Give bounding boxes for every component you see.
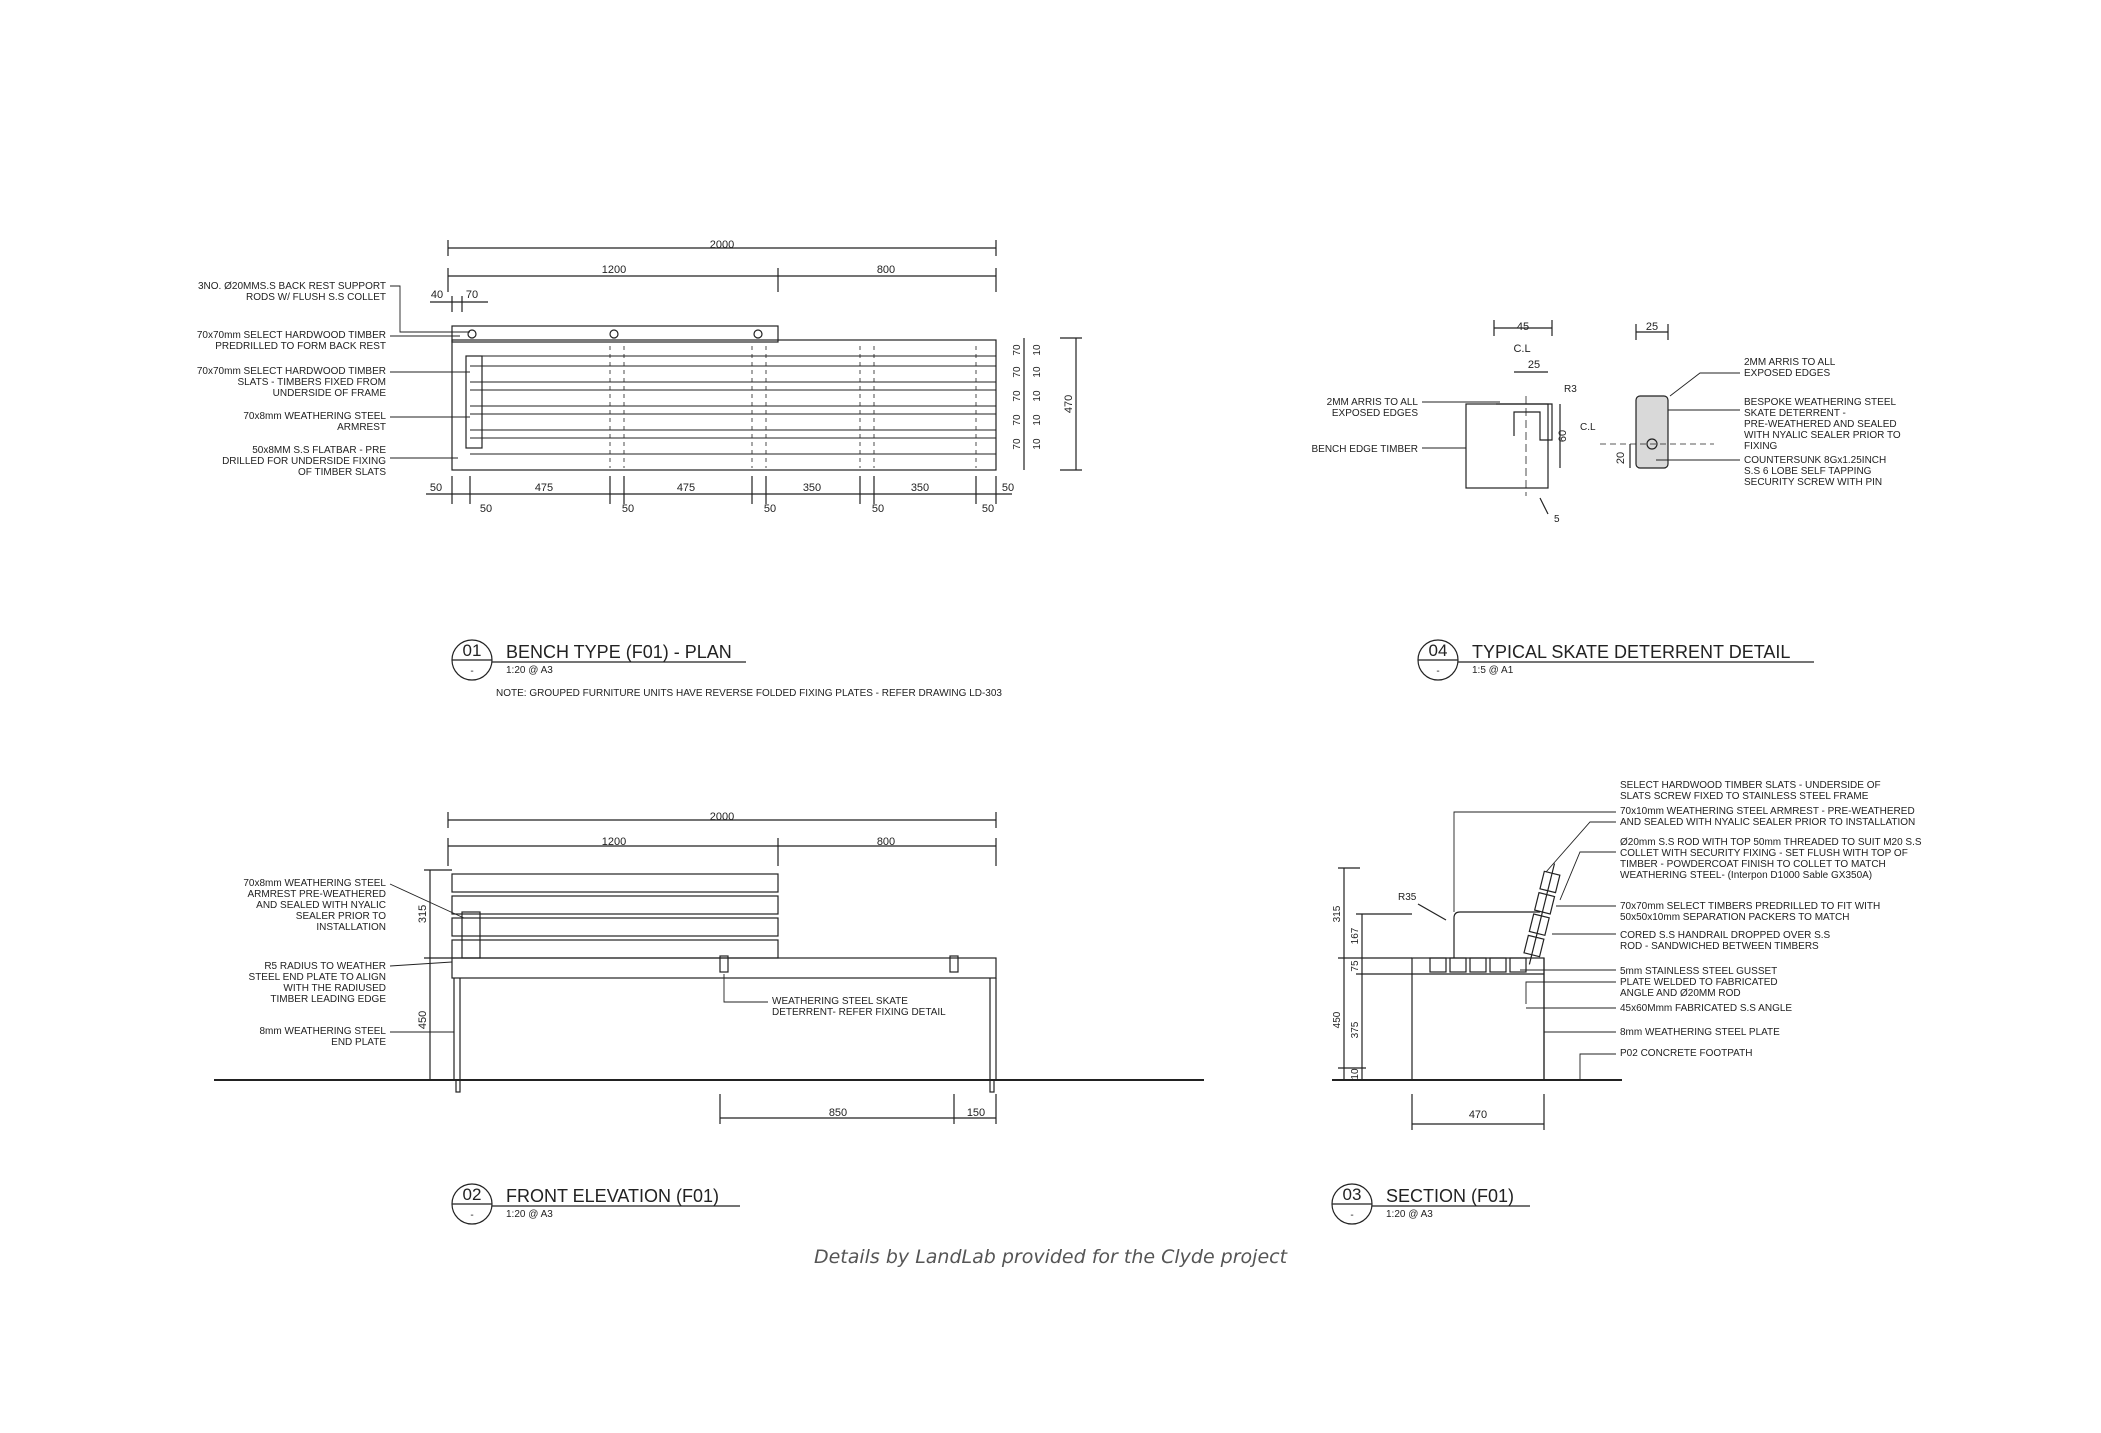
section-dim-470: 470 [1468,1109,1488,1121]
svg-text:TIMBER LEADING EDGE: TIMBER LEADING EDGE [270,994,386,1005]
svg-text:8mm WEATHERING STEEL PLATE: 8mm WEATHERING STEEL PLATE [1620,1027,1780,1038]
svg-text:10: 10 [1032,344,1043,356]
skate-dim-25a: 25 [1527,359,1541,371]
svg-text:AND SEALED WITH NYALIC SEALER: AND SEALED WITH NYALIC SEALER PRIOR TO INSTALLATION [1620,817,1916,828]
svg-text:AND SEALED WITH NYALIC: AND SEALED WITH NYALIC [256,900,386,911]
plan-rod-3 [754,330,762,338]
svg-text:10: 10 [1032,390,1043,402]
plan-number-sub: - [470,666,474,677]
skate-number: 04 [1428,641,1448,660]
section-view [1332,780,1922,1224]
svg-text:50: 50 [763,503,777,515]
plan-slats [470,356,996,454]
svg-text:STEEL END PLATE TO ALIGN: STEEL END PLATE TO ALIGN [248,972,386,983]
plan-title: BENCH TYPE (F01) - PLAN [506,642,732,662]
svg-text:PLATE WELDED TO FABRICATED: PLATE WELDED TO FABRICATED [1620,977,1778,988]
skate-labels [1312,357,1901,488]
svg-text:WEATHERING STEEL SKATE: WEATHERING STEEL SKATE [772,996,908,1007]
section-left-dims [1332,905,1361,1079]
svg-text:75: 75 [1350,960,1361,972]
svg-text:50: 50 [621,503,635,515]
svg-text:EXPOSED EDGES: EXPOSED EDGES [1744,368,1831,379]
svg-text:CORED S.S HANDRAIL DROPPED OVE: CORED S.S HANDRAIL DROPPED OVER S.S [1620,930,1831,941]
svg-text:2MM ARRIS TO ALL: 2MM ARRIS TO ALL [1744,357,1836,368]
plan-labels [197,281,387,478]
svg-text:INSTALLATION: INSTALLATION [316,922,386,933]
skate-dim-5: 5 [1554,514,1560,525]
skate-leaders [1422,373,1740,460]
svg-text:70x70mm SELECT HARDWOOD TIMBER: 70x70mm SELECT HARDWOOD TIMBER [196,366,386,377]
svg-text:5mm STAINLESS STEEL GUSSET: 5mm STAINLESS STEEL GUSSET [1620,966,1778,977]
svg-text:PRE-WEATHERED AND SEALED: PRE-WEATHERED AND SEALED [1744,419,1897,430]
svg-text:2MM ARRIS TO ALL: 2MM ARRIS TO ALL [1326,397,1418,408]
svg-text:R5 RADIUS TO WEATHER: R5 RADIUS TO WEATHER [264,961,386,972]
svg-text:PREDRILLED TO FORM BACK REST: PREDRILLED TO FORM BACK REST [215,341,386,352]
svg-text:RODS W/ FLUSH S.S COLLET: RODS W/ FLUSH S.S COLLET [245,292,386,303]
svg-text:45x60Mmm FABRICATED S.S ANGLE: 45x60Mmm FABRICATED S.S ANGLE [1620,1003,1793,1014]
svg-text:475: 475 [676,482,696,494]
skate-cl-b: C.L [1580,422,1596,433]
elev-dim-800: 800 [876,836,896,848]
plan-flatbars [610,346,976,468]
svg-text:UNDERSIDE OF FRAME: UNDERSIDE OF FRAME [272,388,386,399]
skate-title: TYPICAL SKATE DETERRENT DETAIL [1472,642,1791,662]
elev-backrest [452,874,778,958]
plan-rod-1 [468,330,476,338]
svg-text:70x8mm WEATHERING STEEL: 70x8mm WEATHERING STEEL [243,878,386,889]
skate-r3: R3 [1564,384,1577,395]
section-r35: R35 [1398,892,1417,903]
svg-text:50: 50 [871,503,885,515]
svg-text:BENCH EDGE TIMBER: BENCH EDGE TIMBER [1311,444,1418,455]
svg-text:WITH NYALIC SEALER PRIOR TO: WITH NYALIC SEALER PRIOR TO [1744,430,1901,441]
svg-text:50x8MM S.S FLATBAR - PRE: 50x8MM S.S FLATBAR - PRE [252,445,386,456]
plan-dim-470: 470 [1063,394,1075,414]
plan-armrest [466,356,482,448]
plan-dim-total: 2000 [709,239,735,251]
section-labels [1620,780,1922,1059]
elev-dim-total: 2000 [709,811,735,823]
svg-text:70: 70 [1012,414,1023,426]
svg-text:TIMBER - POWDERCOAT FINISH TO: TIMBER - POWDERCOAT FINISH TO COLLET TO MATCH [1620,859,1886,870]
skate-scale: 1:5 @ A1 [1472,665,1514,676]
svg-text:375: 375 [1350,1021,1361,1039]
elev-dim-315: 315 [417,904,429,924]
section-seat-slats [1430,958,1526,972]
elev-scale: 1:20 @ A3 [506,1209,553,1220]
svg-text:350: 350 [910,482,930,494]
elev-dim-850: 850 [828,1107,848,1119]
plan-bottom-dims [430,482,1014,515]
svg-text:WEATHERING STEEL- (Interpon D1: WEATHERING STEEL- (Interpon D1000 Sable GX350A) [1620,870,1873,881]
elev-title: FRONT ELEVATION (F01) [506,1186,720,1206]
svg-text:WITH THE RADIUSED: WITH THE RADIUSED [283,983,386,994]
svg-text:SELECT HARDWOOD TIMBER SLATS -: SELECT HARDWOOD TIMBER SLATS - UNDERSIDE OF [1620,780,1881,791]
elev-dim-450: 450 [417,1010,429,1030]
svg-text:OF TIMBER SLATS: OF TIMBER SLATS [298,467,386,478]
svg-text:END PLATE: END PLATE [331,1037,386,1048]
skate-dim-60: 60 [1557,429,1569,443]
svg-text:70: 70 [1012,366,1023,378]
svg-text:SKATE DETERRENT -: SKATE DETERRENT - [1744,408,1846,419]
svg-text:3NO. Ø20MMS.S BACK REST SUPPOR: 3NO. Ø20MMS.S BACK REST SUPPORT [197,281,386,292]
svg-text:50x50x10mm SEPARATION PACKERS: 50x50x10mm SEPARATION PACKERS TO MATCH [1620,912,1850,923]
skate-number-sub: - [1436,666,1440,677]
plan-seat-outline [452,340,996,470]
elev-number-sub: - [470,1210,474,1221]
svg-text:ARMREST: ARMREST [337,422,386,433]
section-number: 03 [1342,1185,1362,1204]
skate-bench-timber [1466,404,1548,488]
elev-armrest [462,912,480,958]
section-title: SECTION (F01) [1386,1186,1515,1206]
svg-text:50: 50 [1001,482,1015,494]
svg-text:P02 CONCRETE FOOTPATH: P02 CONCRETE FOOTPATH [1620,1048,1753,1059]
plan-dim-70: 70 [465,289,479,301]
plan-number: 01 [462,641,482,660]
svg-text:70: 70 [1012,344,1023,356]
plan-note: NOTE: GROUPED FURNITURE UNITS HAVE REVERSE FOLDED FIXING PLATES - REFER DRAWING LD-303 [496,688,1002,699]
svg-text:DETERRENT- REFER FIXING DETAIL: DETERRENT- REFER FIXING DETAIL [772,1007,946,1018]
skate-deterrent-block [1636,396,1668,468]
svg-text:COLLET WITH SECURITY FIXING -: COLLET WITH SECURITY FIXING - SET FLUSH WITH TOP OF [1620,848,1908,859]
svg-text:350: 350 [802,482,822,494]
skate-dim-45: 45 [1516,321,1530,333]
plan-scale: 1:20 @ A3 [506,665,553,676]
elevation-view [214,811,1204,1224]
svg-text:10: 10 [1350,1068,1361,1080]
plan-view [197,239,1082,699]
skate-detail [1312,320,1901,680]
svg-text:10: 10 [1032,366,1043,378]
svg-text:SLATS SCREW FIXED TO STAINLESS: SLATS SCREW FIXED TO STAINLESS STEEL FRAME [1620,791,1869,802]
image-caption: Details by LandLab provided for the Clyde project [813,1246,1288,1268]
elev-dim-1200: 1200 [601,836,627,848]
svg-text:70x70mm SELECT HARDWOOD TIMBER: 70x70mm SELECT HARDWOOD TIMBER [196,330,386,341]
svg-text:70x10mm WEATHERING STEEL ARMRE: 70x10mm WEATHERING STEEL ARMREST - PRE-WEATHERED [1620,806,1915,817]
elev-number: 02 [462,1185,482,1204]
svg-text:SLATS - TIMBERS FIXED FROM: SLATS - TIMBERS FIXED FROM [237,377,386,388]
skate-dim-20: 20 [1615,451,1627,465]
svg-text:FIXING: FIXING [1744,441,1778,452]
svg-text:Ø20mm S.S ROD WITH TOP 50mm TH: Ø20mm S.S ROD WITH TOP 50mm THREADED TO SUIT M20 S.S [1620,837,1922,848]
plan-slat-dims [1012,344,1043,450]
svg-text:50: 50 [429,482,443,494]
skate-dim-25b: 25 [1645,321,1659,333]
section-scale: 1:20 @ A3 [1386,1209,1433,1220]
svg-text:10: 10 [1032,438,1043,450]
plan-rod-2 [610,330,618,338]
svg-text:S.S 6 LOBE SELF TAPPING: S.S 6 LOBE SELF TAPPING [1744,466,1872,477]
elev-labels [243,878,946,1048]
svg-text:ANGLE AND Ø20MM ROD: ANGLE AND Ø20MM ROD [1620,988,1741,999]
svg-text:70x8mm WEATHERING STEEL: 70x8mm WEATHERING STEEL [243,411,386,422]
svg-text:SEALER PRIOR TO: SEALER PRIOR TO [295,911,386,922]
svg-text:10: 10 [1032,414,1043,426]
svg-text:70: 70 [1012,390,1023,402]
plan-dim-800: 800 [876,264,896,276]
section-armrest [1454,912,1540,958]
svg-text:8mm WEATHERING STEEL: 8mm WEATHERING STEEL [259,1026,386,1037]
svg-text:50: 50 [479,503,493,515]
skate-cl-a: C.L [1513,343,1531,355]
elev-dim-150: 150 [966,1107,986,1119]
skate-angle [1496,404,1552,440]
svg-text:315: 315 [1332,905,1343,923]
section-back-slats [1522,862,1563,967]
plan-dim-1200: 1200 [601,264,627,276]
svg-text:167: 167 [1350,927,1361,945]
plan-dim-40: 40 [430,289,444,301]
svg-text:ROD - SANDWICHED BETWEEN TIMBE: ROD - SANDWICHED BETWEEN TIMBERS [1620,941,1819,952]
svg-text:BESPOKE WEATHERING STEEL: BESPOKE WEATHERING STEEL [1744,397,1897,408]
svg-text:SECURITY SCREW WITH PIN: SECURITY SCREW WITH PIN [1744,477,1883,488]
svg-text:70x70mm SELECT TIMBERS PREDRIL: 70x70mm SELECT TIMBERS PREDRILLED TO FIT WITH [1620,901,1881,912]
svg-text:ARMREST PRE-WEATHERED: ARMREST PRE-WEATHERED [247,889,386,900]
svg-text:DRILLED FOR UNDERSIDE FIXING: DRILLED FOR UNDERSIDE FIXING [222,456,386,467]
section-end-plate [1412,958,1544,1080]
section-leaders [1454,812,1616,1080]
section-number-sub: - [1350,1210,1354,1221]
svg-text:70: 70 [1012,438,1023,450]
svg-text:COUNTERSUNK 8Gx1.25INCH: COUNTERSUNK 8Gx1.25INCH [1744,455,1887,466]
svg-text:50: 50 [981,503,995,515]
svg-text:EXPOSED EDGES: EXPOSED EDGES [1331,408,1418,419]
svg-text:450: 450 [1332,1011,1343,1029]
svg-text:475: 475 [534,482,554,494]
plan-leaders [390,286,470,458]
